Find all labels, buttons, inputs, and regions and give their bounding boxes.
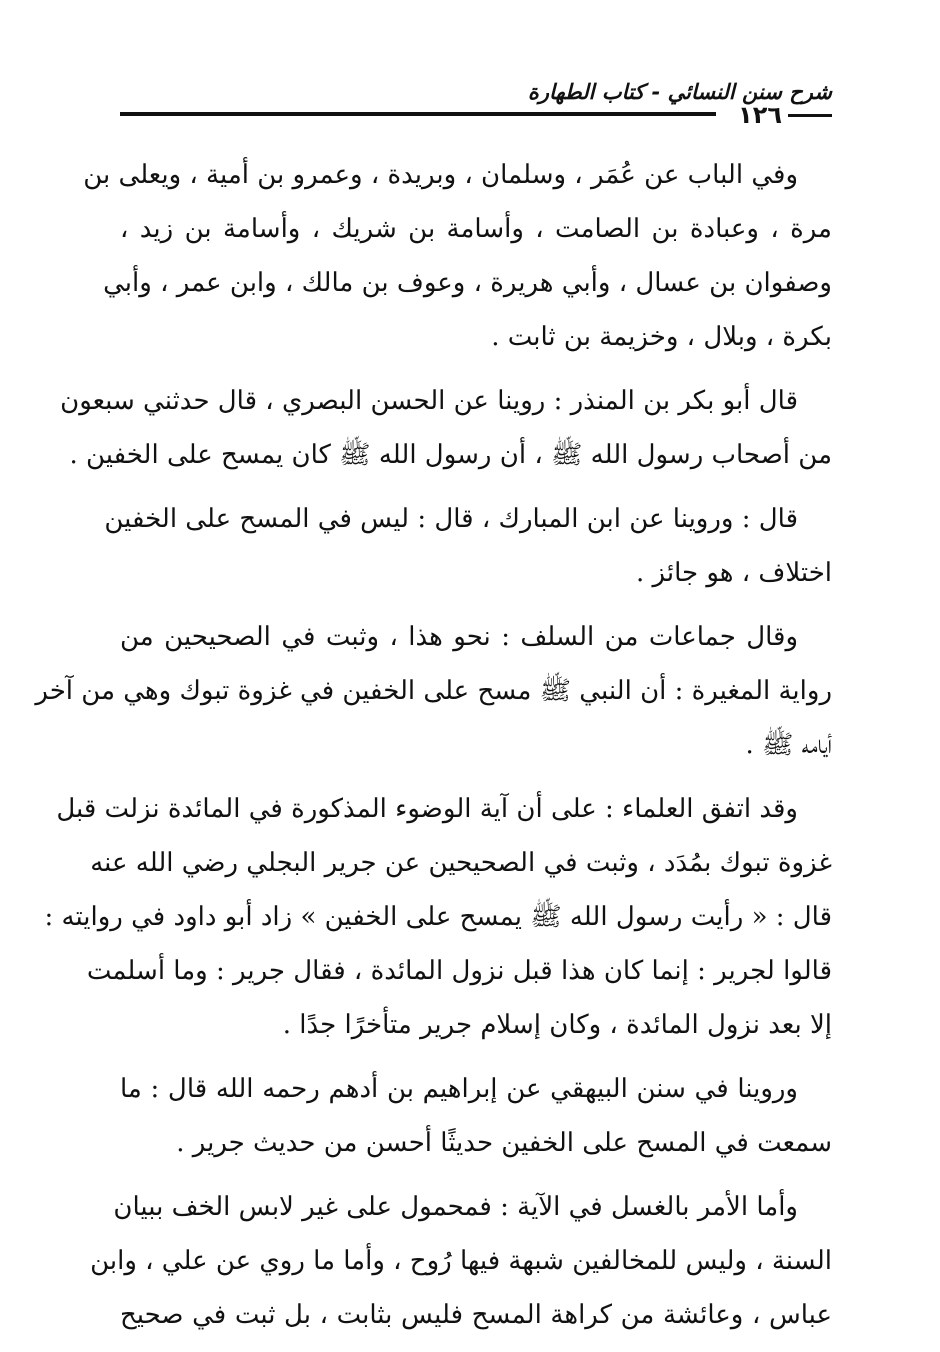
text-line: قال : « رأيت رسول الله ﷺ يمسح على الخفين » زاد أبو داود في روايته :	[44, 902, 832, 932]
text-line: مرة ، وعبادة بن الصامت ، وأسامة بن شريك ، وأسامة بن زيد ،	[120, 214, 832, 244]
paragraph	[44, 782, 832, 1052]
text-line: إلا بعد نزول المائدة ، وكان إسلام جرير متأخرًا جدًا .	[282, 1010, 832, 1040]
page-number: ١٢٦	[738, 101, 782, 129]
text-line: قالوا لجرير : إنما كان هذا قبل نزول المائدة ، فقال جرير : وما أسلمت	[86, 956, 832, 986]
paragraph	[60, 374, 832, 482]
text-line: وصفوان بن عسال ، وأبي هريرة ، وعوف بن مالك ، وابن عمر ، وأبي	[103, 268, 832, 298]
text-line: سمعت في المسح على الخفين حديثًا أحسن من حديث جرير .	[176, 1128, 832, 1158]
text-line: السنة ، وليس للمخالفين شبهة فيها رُوح ، وأما ما روي عن علي ، وابن	[90, 1246, 832, 1276]
paragraph	[90, 1180, 832, 1342]
paragraph	[35, 610, 832, 772]
header-rule	[120, 112, 716, 116]
running-title: شرح سنن النسائي - كتاب الطهارة	[527, 80, 832, 104]
text-line: وروينا في سنن البيهقي عن إبراهيم بن أدهم رحمه الله قال : ما	[120, 1074, 798, 1104]
text-line: وقد اتفق العلماء : على أن آية الوضوء المذكورة في المائدة نزلت قبل	[56, 794, 798, 824]
paragraph	[104, 492, 832, 600]
text-line: غزوة تبوك بمُدَد ، وثبت في الصحيحين عن جرير البجلي رضي الله عنه	[90, 848, 832, 878]
text-line: وأما الأمر بالغسل في الآية : فمحمول على غير لابس الخف ببيان	[113, 1192, 798, 1222]
page-number-dash	[788, 114, 832, 117]
page-header	[120, 78, 832, 128]
paragraph	[83, 148, 832, 364]
text-line: اختلاف ، هو جائز .	[635, 558, 832, 588]
body-text	[35, 148, 832, 1352]
text-line: رواية المغيرة : أن النبي ﷺ مسح على الخفين في غزوة تبوك وهي من آخر	[35, 676, 832, 706]
page-number-block	[738, 100, 832, 130]
text-line: بكرة ، وبلال ، وخزيمة بن ثابت .	[491, 322, 832, 352]
text-line: أيامه ﷺ .	[745, 730, 832, 760]
text-line: وقال جماعات من السلف : نحو هذا ، وثبت في الصحيحين من	[120, 622, 798, 652]
text-line: قال : وروينا عن ابن المبارك ، قال : ليس في المسح على الخفين	[104, 504, 798, 534]
text-line: من أصحاب رسول الله ﷺ ، أن رسول الله ﷺ كان يمسح على الخفين .	[69, 440, 832, 470]
text-line: وفي الباب عن عُمَر ، وسلمان ، وبريدة ، وعمرو بن أمية ، ويعلى بن	[83, 160, 798, 190]
text-line: قال أبو بكر بن المنذر : روينا عن الحسن البصري ، قال حدثني سبعون	[60, 386, 798, 416]
paragraph	[120, 1062, 832, 1170]
text-line: عباس ، وعائشة من كراهة المسح فليس بثابت ، بل ثبت في صحيح	[120, 1300, 832, 1330]
